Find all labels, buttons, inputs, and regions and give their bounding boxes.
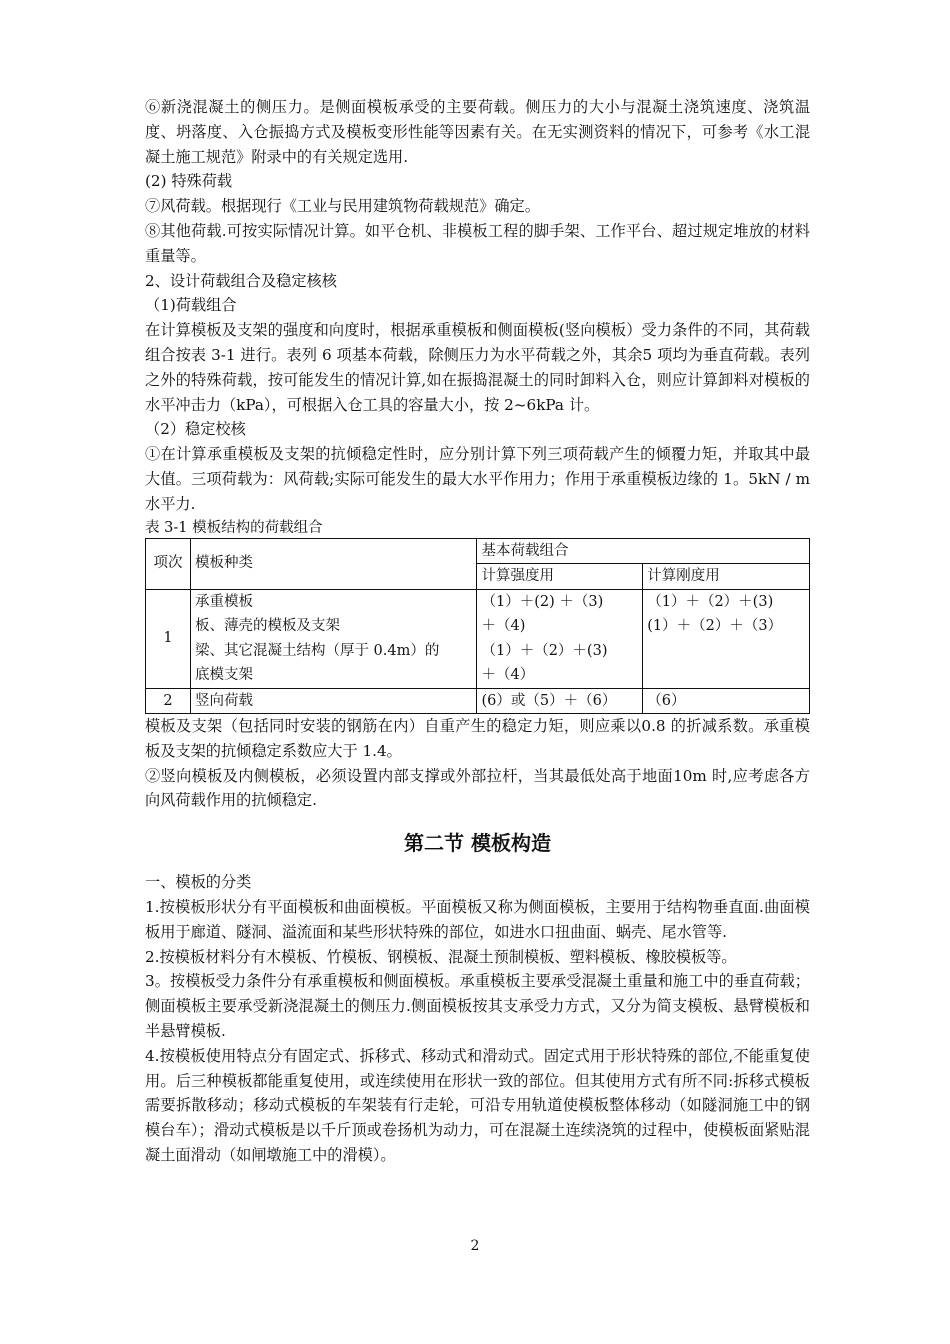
paragraph-by-material: 2.按模板材料分有木模板、竹模板、钢模板、混凝土预制模板、塑料模板、橡胶模板等。	[145, 947, 737, 966]
type-line: 承重模板	[194, 593, 253, 610]
table-header-row	[146, 538, 810, 564]
paragraph-vertical-template: ②竖向模板及内侧模板，必须设置内部支撑或外部拉杆，当其最低处高于地面10m 时,应考虑各方向风荷载作用的抗倾稳定.	[145, 766, 810, 810]
stiffness-line: (1）＋（2）＋（3）	[647, 618, 783, 635]
paragraph-other-loads: ⑧其他荷载.可按实际情况计算。如平仓机、非模板工程的脚手架、工作平台、超过规定堆放的材料重量等。	[145, 221, 810, 265]
paragraph-by-usage: 4.按模板使用特点分有固定式、拆移式、移动式和滑动式。固定式用于形状特殊的部位,不能重复使用。后三种模板都能重复使用，或连续使用在形状一致的部位。但其使用方式有所不同:拆移式模板需要拆散移动；移动式模板的车架装有行走轮，可沿专用轨道使模板整体移动（如隧洞施工中的钢模台车）；滑动式模板是以千斤顶或卷扬机为动力，可在混凝土连续浇筑的过程中，使模板面紧贴混凝土面滑动（如闸墩施工中的滑模）。	[145, 1046, 810, 1164]
header-basic-combination: 基本荷载组合	[477, 538, 810, 564]
table-caption: 表 3-1 模板结构的荷载组合	[145, 519, 323, 536]
strength-line: （1）＋（2）＋(3)	[481, 642, 608, 659]
row-strength: (6）或（5）＋（6）	[477, 688, 643, 714]
header-template-type: 模板种类	[190, 538, 477, 589]
type-line: 板、薄壳的模板及支架	[194, 618, 340, 635]
header-index: 项次	[146, 538, 191, 589]
row-strength	[477, 589, 643, 688]
paragraph-stability-check: ①在计算承重模板及支架的抗倾稳定性时，应分别计算下列三项荷载产生的倾覆力矩，并取其中最大值。三项荷载为：风荷载;实际可能发生的最大水平作用力；作用于承重模板边缘的 1。5kN / m 水平力.	[145, 445, 810, 513]
page-number: 2	[470, 1238, 480, 1254]
section-title: 第二节 模板构造	[404, 831, 551, 856]
type-line: 底模支架	[194, 667, 253, 684]
type-line: 梁、其它混凝土结构（厚于 0.4m）的	[194, 642, 440, 659]
row-template-type: 竖向荷载	[190, 688, 477, 714]
paragraph-wind-load: ⑦风荷载。根据现行《工业与民用建筑物荷载规范》确定。	[145, 197, 540, 216]
header-stiffness: 计算刚度用	[643, 564, 810, 590]
load-combination-table	[145, 538, 810, 715]
document-page	[145, 95, 810, 1168]
paragraph-lateral-pressure: ⑥新浇混凝土的侧压力。是侧面模板承受的主要荷载。侧压力的大小与混凝土浇筑速度、浇筑温度、坍落度、入仓振捣方式及模板变形性能等因素有关。在无实测资料的情况下，可参考《水工混凝土施工规范》附录中的有关规定选用.	[145, 98, 810, 166]
paragraph-by-load: 3。按模板受力条件分有承重模板和侧面模板。承重模板主要承受混凝土重量和施工中的垂直荷载；侧面模板主要承受新浇混凝土的侧压力.侧面模板按其支承受力方式，又分为简支模板、悬臂模板和半悬臂模板.	[145, 972, 810, 1041]
heading-special-loads: (2) 特殊荷载	[145, 172, 233, 191]
row-template-type	[190, 589, 477, 688]
heading-stability-check: （2）稳定校核	[145, 420, 246, 439]
heading-load-combination: （1)荷载组合	[145, 296, 237, 315]
row-stiffness	[643, 589, 810, 688]
row-stiffness: （6）	[643, 688, 810, 714]
header-strength: 计算强度用	[477, 564, 643, 590]
paragraph-by-shape: 1.按模板形状分有平面模板和曲面模板。平面模板又称为侧面模板，主要用于结构物垂直面.曲面模板用于廊道、隧洞、溢流面和某些形状特殊的部位，如进水口扭曲面、蜗壳、尾水管等.	[145, 898, 810, 941]
strength-line: ＋（4）	[481, 667, 535, 684]
heading-design-load-combination: 2、设计荷载组合及稳定核核	[145, 271, 337, 290]
table-row	[146, 589, 810, 688]
paragraph-load-combination: 在计算模板及支架的强度和向度时，根据承重模板和侧面模板(竖向模板）受力条件的不同，其荷载组合按表 3-1 进行。表列 6 项基本荷载，除侧压力为水平荷载之外，其余5 项均为垂直荷载。表列之外的特殊荷载，按可能发生的情况计算,如在振捣混凝土的同时卸料入仓，则应计算卸料对模板的水平冲击力（kPa），可根据入仓工具的容量大小，按 2~6kPa 计。	[145, 321, 810, 414]
row-index: 1	[146, 589, 191, 688]
strength-line: ＋（4)	[481, 618, 526, 635]
paragraph-self-weight-moment: 模板及支架（包括同时安装的钢筋在内）自重产生的稳定力矩，则应乘以0.8 的折减系数。承重模板及支架的抗倾稳定系数应大于 1.4。	[145, 717, 810, 760]
stiffness-line: （1）＋（2）＋(3)	[647, 593, 774, 610]
table-row	[146, 688, 810, 714]
strength-line: （1）＋(2) ＋（3)	[481, 593, 604, 610]
heading-template-classification: 一、模板的分类	[145, 873, 252, 892]
row-index: 2	[146, 688, 191, 714]
